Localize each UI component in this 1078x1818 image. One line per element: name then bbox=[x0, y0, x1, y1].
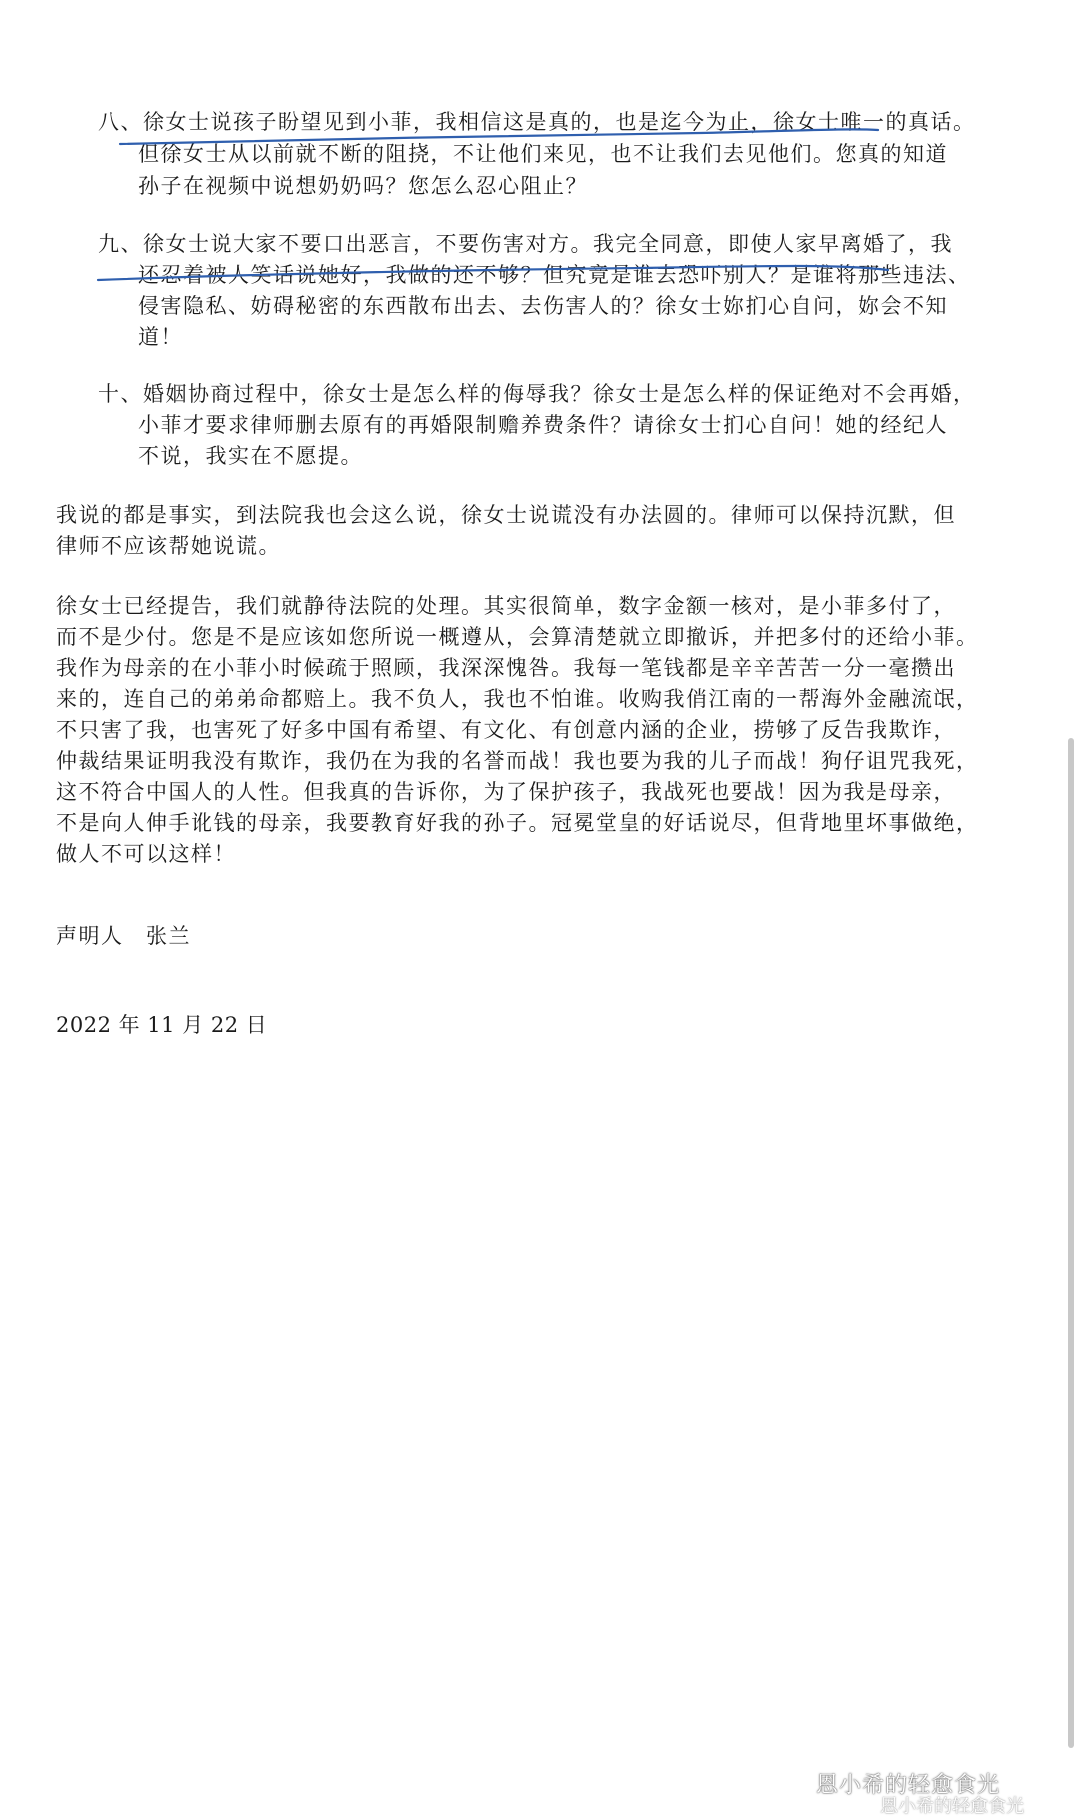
watermark bbox=[780, 1766, 1070, 1817]
section-10-line-2: 小菲才要求律师删去原有的再婚限制赡养费条件？请徐女士扪心自问！她的经纪人 bbox=[138, 413, 948, 437]
lawsuit-paragraph-line-6: 仲裁结果证明我没有欺诈，我仍在为我的名誉而战！我也要为我的儿子而战！狗仔诅咒我死， bbox=[56, 749, 979, 773]
section-9-line-4: 道！ bbox=[138, 325, 183, 349]
signature: 声明人 张兰 bbox=[56, 924, 191, 948]
vertical-scrollbar[interactable] bbox=[1068, 738, 1074, 1748]
section-9-line-1: 九、徐女士说大家不要口出恶言，不要伤害对方。我完全同意，即使人家早离婚了，我 bbox=[98, 232, 953, 256]
lawsuit-paragraph-line-5: 不只害了我，也害死了好多中国有希望、有文化、有创意内涵的企业，捞够了反告我欺诈， bbox=[56, 718, 956, 742]
lawsuit-paragraph-line-2: 而不是少付。您是不是应该如您所说一概遵从，会算清楚就立即撤诉，并把多付的还给小菲。 bbox=[56, 625, 979, 649]
date: 2022 年 11 月 22 日 bbox=[56, 1013, 268, 1037]
section-9-line-2: 还忍着被人笑话说她好，我做的还不够？但究竟是谁去恐吓别人？是谁将那些违法、 bbox=[138, 263, 971, 287]
facts-paragraph-line-1: 我说的都是事实，到法院我也会这么说，徐女士说谎没有办法圆的。律师可以保持沉默，但 bbox=[56, 503, 956, 527]
wechat-icon bbox=[780, 1772, 810, 1798]
watermark-text: 恩小希的轻愈食光 bbox=[816, 1773, 1001, 1798]
lawsuit-paragraph-line-1: 徐女士已经提告，我们就静待法院的处理。其实很简单，数字金额一核对，是小菲多付了， bbox=[56, 594, 956, 618]
section-9-line-3: 侵害隐私、妨碍秘密的东西散布出去、去伤害人的？徐女士妳扪心自问，妳会不知 bbox=[138, 294, 948, 318]
section-8-line-2: 但徐女士从以前就不断的阻挠，不让他们来见，也不让我们去见他们。您真的知道 bbox=[138, 142, 948, 166]
lawsuit-paragraph-line-9: 做人不可以这样！ bbox=[56, 842, 236, 866]
section-8-line-1: 八、徐女士说孩子盼望见到小菲，我相信这是真的，也是迄今为止，徐女士唯一的真话。 bbox=[98, 110, 976, 134]
lawsuit-paragraph-line-3: 我作为母亲的在小菲小时候疏于照顾，我深深愧咎。我每一笔钱都是辛辛苦苦一分一毫攒出 bbox=[56, 656, 956, 680]
section-8-line-3: 孙子在视频中说想奶奶吗？您怎么忍心阻止？ bbox=[138, 174, 588, 198]
lawsuit-paragraph-line-4: 来的，连自己的弟弟命都赔上。我不负人，我也不怕谁。收购我俏江南的一帮海外金融流氓， bbox=[56, 687, 979, 711]
watermark-ghost-text: 恩小希的轻愈食光 bbox=[880, 1796, 1024, 1817]
facts-paragraph-line-2: 律师不应该帮她说谎。 bbox=[56, 534, 281, 558]
section-10-line-3: 不说，我实在不愿提。 bbox=[138, 444, 363, 468]
lawsuit-paragraph-line-7: 这不符合中国人的人性。但我真的告诉你，为了保护孩子，我战死也要战！因为我是母亲， bbox=[56, 780, 956, 804]
section-10-line-1: 十、婚姻协商过程中，徐女士是怎么样的侮辱我？徐女士是怎么样的保证绝对不会再婚， bbox=[98, 382, 976, 406]
lawsuit-paragraph-line-8: 不是向人伸手讹钱的母亲，我要教育好我的孙子。冠冕堂皇的好话说尽，但背地里坏事做绝， bbox=[56, 811, 979, 835]
